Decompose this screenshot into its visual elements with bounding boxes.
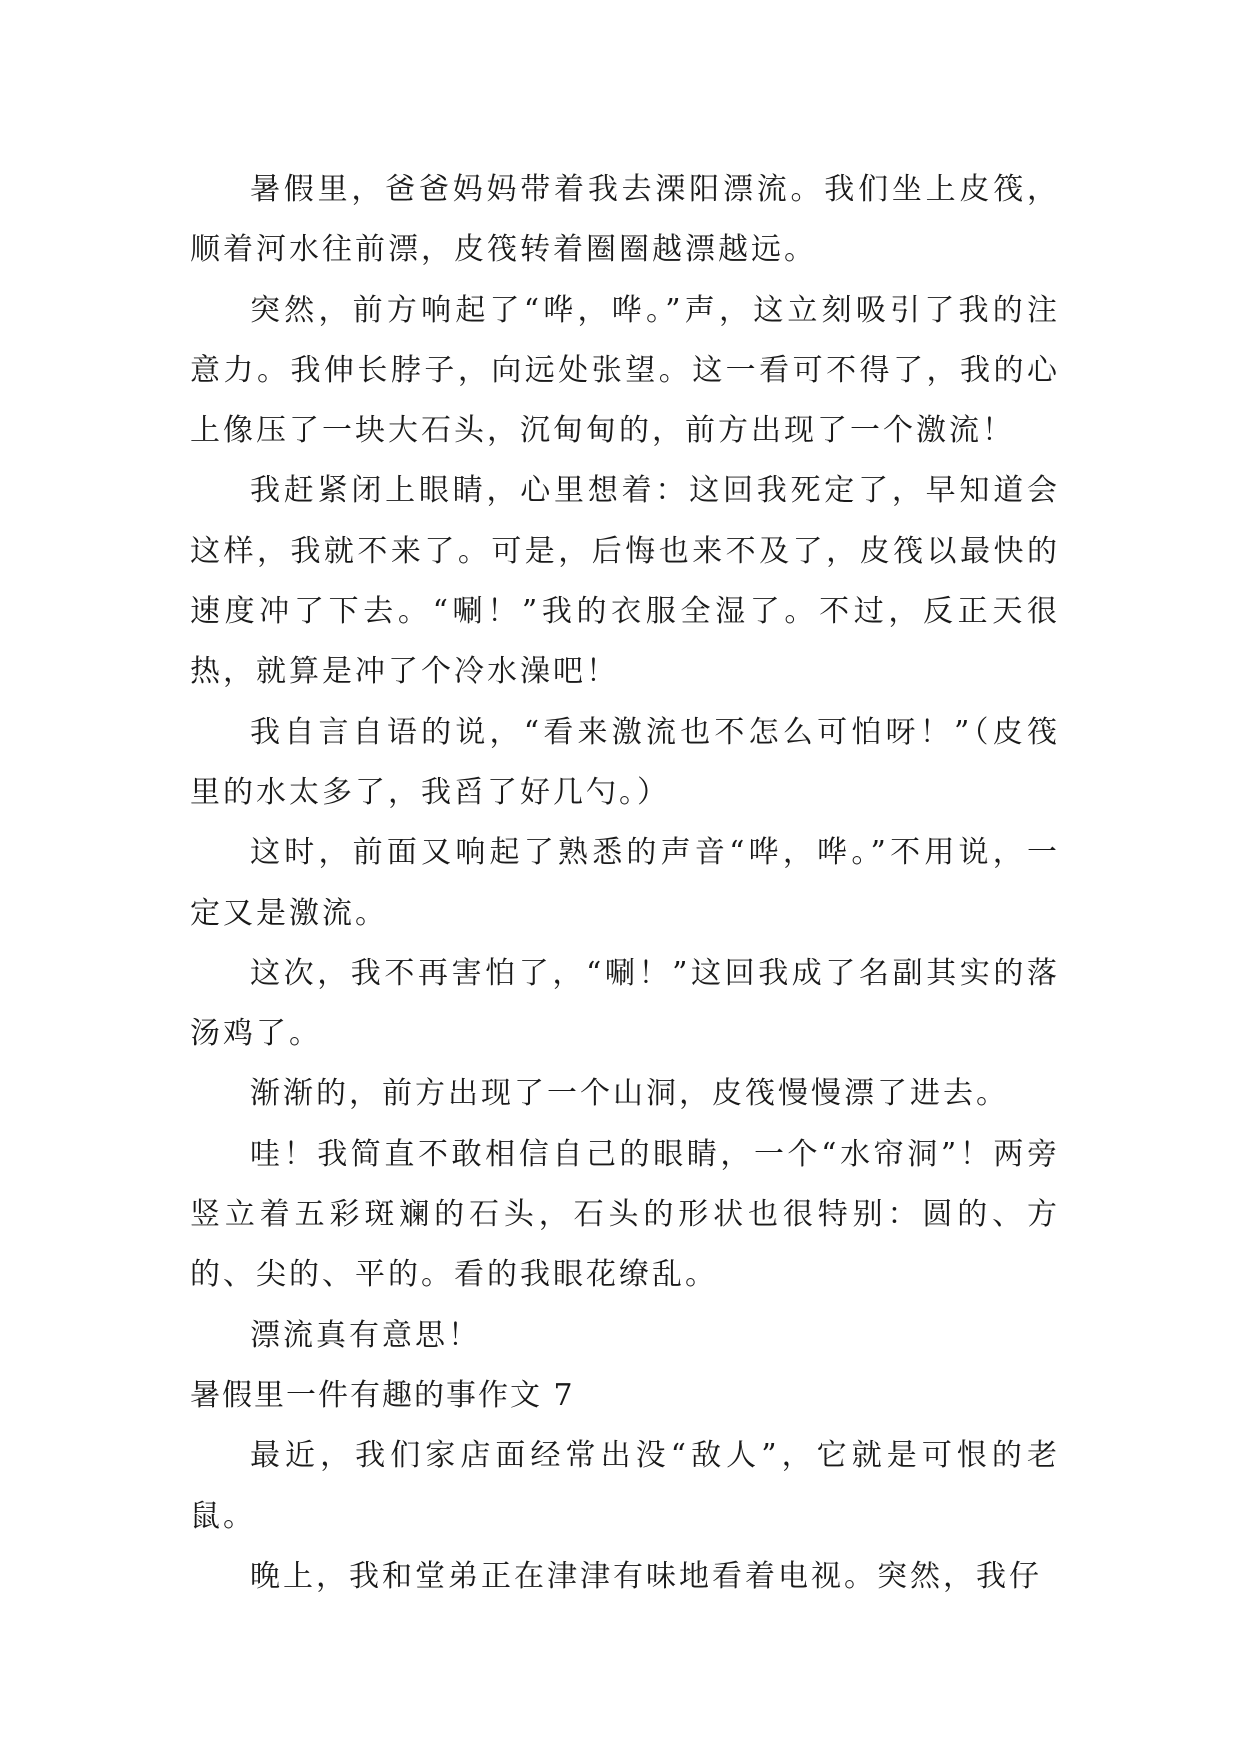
- paragraph: 暑假里，爸爸妈妈带着我去溧阳漂流。我们坐上皮筏，顺着河水往前漂，皮筏转着圈圈越漂越远。: [190, 172, 1060, 268]
- paragraph: 突然，前方响起了“哗，哗。”声，这立刻吸引了我的注意力。我伸长脖子，向远处张望。这一看可不得了，我的心上像压了一块大石头，沉甸甸的，前方出现了一个激流！: [190, 292, 1060, 449]
- paragraph: 这时，前面又响起了熟悉的声音“哗，哗。”不用说，一定又是激流。: [190, 835, 1060, 931]
- paragraph: 最近，我们家店面经常出没“敌人”，它就是可恨的老鼠。: [190, 1438, 1060, 1534]
- paragraph: 漂流真有意思！: [250, 1317, 481, 1353]
- paragraph: 渐渐的，前方出现了一个山洞，皮筏慢慢漂了进去。: [250, 1076, 1009, 1112]
- document-body: [190, 160, 1060, 1607]
- paragraph: 我自言自语的说，“看来激流也不怎么可怕呀！”（皮筏里的水太多了，我舀了好几勺。）: [190, 714, 1060, 810]
- paragraph: 哇！我简直不敢相信自己的眼睛，一个“水帘洞”！两旁竖立着五彩斑斓的石头，石头的形状也很特别：圆的、方的、尖的、平的。看的我眼花缭乱。: [190, 1136, 1060, 1293]
- paragraph: 这次，我不再害怕了，“唰！”这回我成了名副其实的落汤鸡了。: [190, 955, 1060, 1052]
- paragraph: 晚上，我和堂弟正在津津有味地看着电视。突然，我仔: [250, 1558, 1042, 1594]
- paragraph: 我赶紧闭上眼睛，心里想着：这回我死定了，早知道会这样，我就不来了。可是，后悔也来不及了，皮筏以最快的速度冲了下去。“唰！”我的衣服全湿了。不过，反正天很热，就算是冲了个冷水澡吧！: [190, 473, 1060, 690]
- section-heading: 暑假里一件有趣的事作文 7: [190, 1377, 575, 1413]
